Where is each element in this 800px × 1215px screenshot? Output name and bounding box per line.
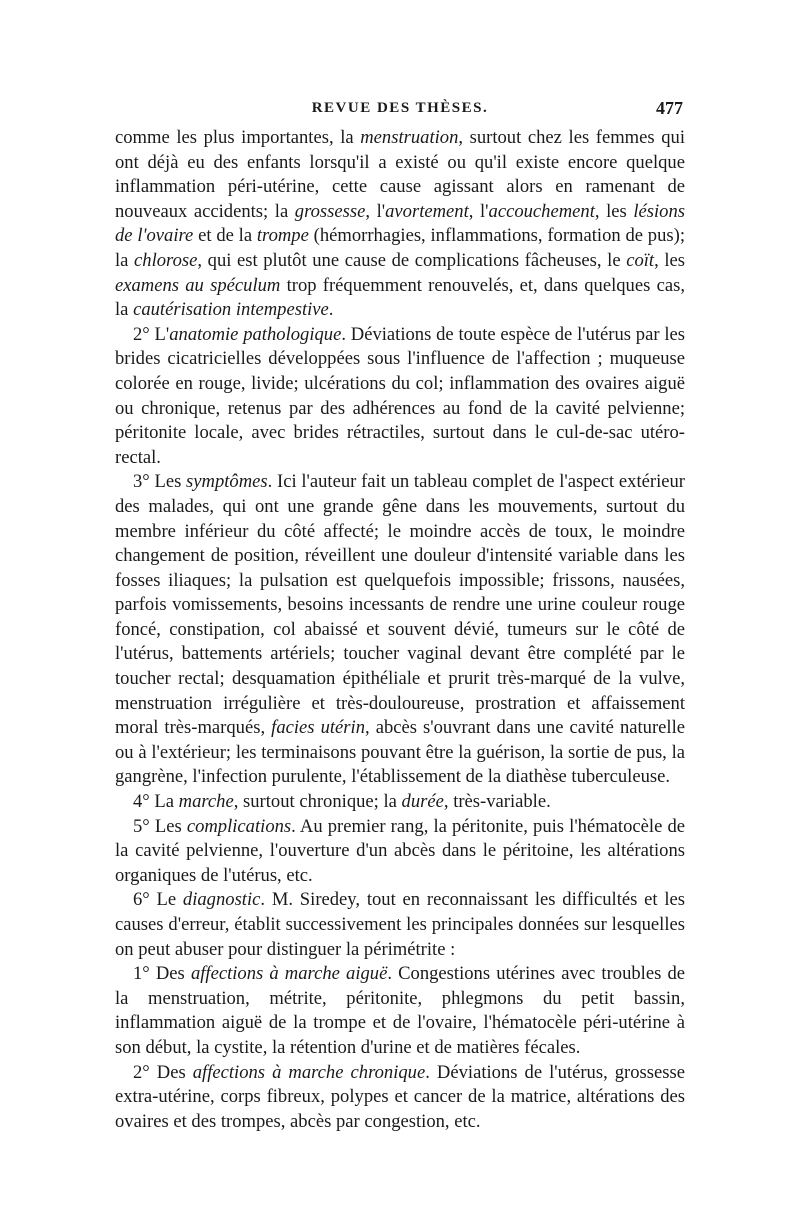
running-title: REVUE DES THÈSES.	[311, 100, 489, 116]
text-run: , très-variable.	[443, 791, 551, 813]
text-run: 2° Des	[133, 1061, 193, 1083]
italic-term: symptômes	[186, 471, 268, 493]
text-run: . Déviations de toute espèce de l'utérus par les brides cicatricielles développées sous l'influence de l'affection ; muqueuse colorée en rouge, livide; ulcérations du col; inflammation des ovaires aiguë ou chronique, retenus par des adhérences au fond de la cavité pelvienne; péritonite locale, avec brides rétractiles, surtout dans le cul-de-sac utéro-rectal.	[115, 323, 685, 468]
text-run: trop fréquemment renouvelés, et, dans quelques cas, la	[115, 274, 685, 321]
text-run: . Ici l'auteur fait un tableau complet de l'aspect extérieur des malades, qui ont une grande gêne dans les mouvements, surtout du membre inférieur du côté affecté; le moindre accès de toux, le moindre changement de position, réveillent une douleur d'intensité variable dans les fosses iliaques; la pulsation est quelquefois impossible; frissons, nausées, parfois vomissements, besoins incessants de rendre une urine couleur rouge foncé, constipation, col abaissé et souvent dévié, tumeurs sur le côté de l'utérus, battements artériels; toucher vaginal devant être complété par le toucher rectal; desquamation épithéliale et prurit très-marqué de la vulve, menstruation irrégulière et très-douloureuse, prostration et affaissement moral très-marqués,	[115, 471, 685, 739]
text-run: , les	[654, 249, 685, 271]
text-run: .	[328, 299, 334, 321]
text-run: , surtout chez les femmes qui ont déjà eu des enfants lorsqu'il a existé ou qu'il existe encore quelque inflammation péri-utérine, cette cause agissant alors en ramenant de nouveaux accidents; la	[115, 127, 685, 222]
paragraph-complications	[115, 815, 685, 889]
italic-term: anatomie pathologique	[169, 323, 342, 345]
text-run: , les	[594, 200, 634, 222]
text-run: 1° Des	[133, 963, 191, 985]
italic-term: grossesse	[294, 200, 366, 222]
italic-term: avortement	[385, 200, 469, 222]
italic-term: menstruation	[360, 127, 459, 148]
italic-term: examens au spéculum	[115, 274, 281, 296]
italic-term: coït	[626, 249, 655, 271]
text-run: 2° L'	[133, 323, 170, 345]
italic-term: accouchement	[488, 200, 595, 222]
paragraph-causes-continued	[115, 126, 685, 323]
italic-term: durée	[401, 791, 444, 813]
text-run: 6° Le	[133, 889, 183, 911]
text-run: 5° Les	[133, 815, 187, 837]
text-run: 3° Les	[133, 471, 187, 493]
text-run: , abcès s'ouvrant dans une cavité naturelle ou à l'extérieur; les terminaisons pouvant être la guérison, la sortie de pus, la gangrène, l'infection purulente, l'établissement de la diathèse tuberculeuse.	[115, 717, 685, 788]
italic-term: complications	[186, 815, 292, 837]
text-run: . M. Siredey, tout en reconnaissant les difficultés et les causes d'erreur, établit successivement les principales données sur lesquelles on peut abuser pour distinguer la périmétrite :	[115, 889, 685, 960]
italic-term: diagnostic	[182, 889, 261, 911]
paragraph-symptomes	[115, 470, 685, 790]
paragraph-marche	[115, 790, 685, 815]
body-text	[115, 126, 685, 1134]
page-header	[115, 96, 685, 126]
paragraph-anatomie-pathologique	[115, 323, 685, 471]
text-run: , l'	[365, 200, 386, 222]
paragraph-diagnostic	[115, 888, 685, 962]
paragraph-affections-chroniques	[115, 1061, 685, 1135]
text-run: , qui est plutôt une cause de complications fâcheuses, le	[197, 249, 627, 271]
text-run: . Au premier rang, la péritonite, puis l'hématocèle de la cavité pelvienne, l'ouverture d'un abcès dans le péritoine, les altérations organiques de l'utérus, etc.	[115, 815, 685, 886]
text-run: . Déviations de l'utérus, grossesse extra-utérine, corps fibreux, polypes et cancer de la matrice, altérations des ovaires et des trompes, abcès par congestion, etc.	[115, 1061, 685, 1132]
italic-term: cautérisation intempestive	[133, 299, 329, 321]
italic-term: lésions de l'ovaire	[115, 200, 685, 247]
italic-term: affections à marche chronique	[192, 1061, 426, 1083]
italic-term: chlorose	[134, 249, 198, 271]
text-run: (hémorrhagies, inflammations, formation de pus); la	[115, 225, 685, 271]
italic-term: affections à marche aiguë	[190, 963, 388, 985]
book-page	[115, 96, 685, 1134]
text-run: comme les plus importantes, la	[115, 127, 361, 148]
text-run: , l'	[468, 200, 489, 222]
italic-term: facies utérin	[271, 717, 365, 739]
page-number: 477	[656, 98, 683, 118]
text-run: , surtout chronique; la	[233, 791, 402, 813]
text-run: et de la	[193, 225, 257, 247]
text-run: 4° La	[133, 791, 179, 813]
text-run: . Congestions utérines avec troubles de la menstruation, métrite, péritonite, phlegmons du petit bassin, inflammation aiguë de la trompe et de l'ovaire, l'hématocèle péri-utérine à son début, la cystite, la rétention d'urine et de matières fécales.	[115, 963, 686, 1058]
paragraph-affections-aigues	[115, 962, 685, 1060]
italic-term: trompe	[256, 225, 309, 247]
italic-term: marche	[178, 791, 234, 813]
